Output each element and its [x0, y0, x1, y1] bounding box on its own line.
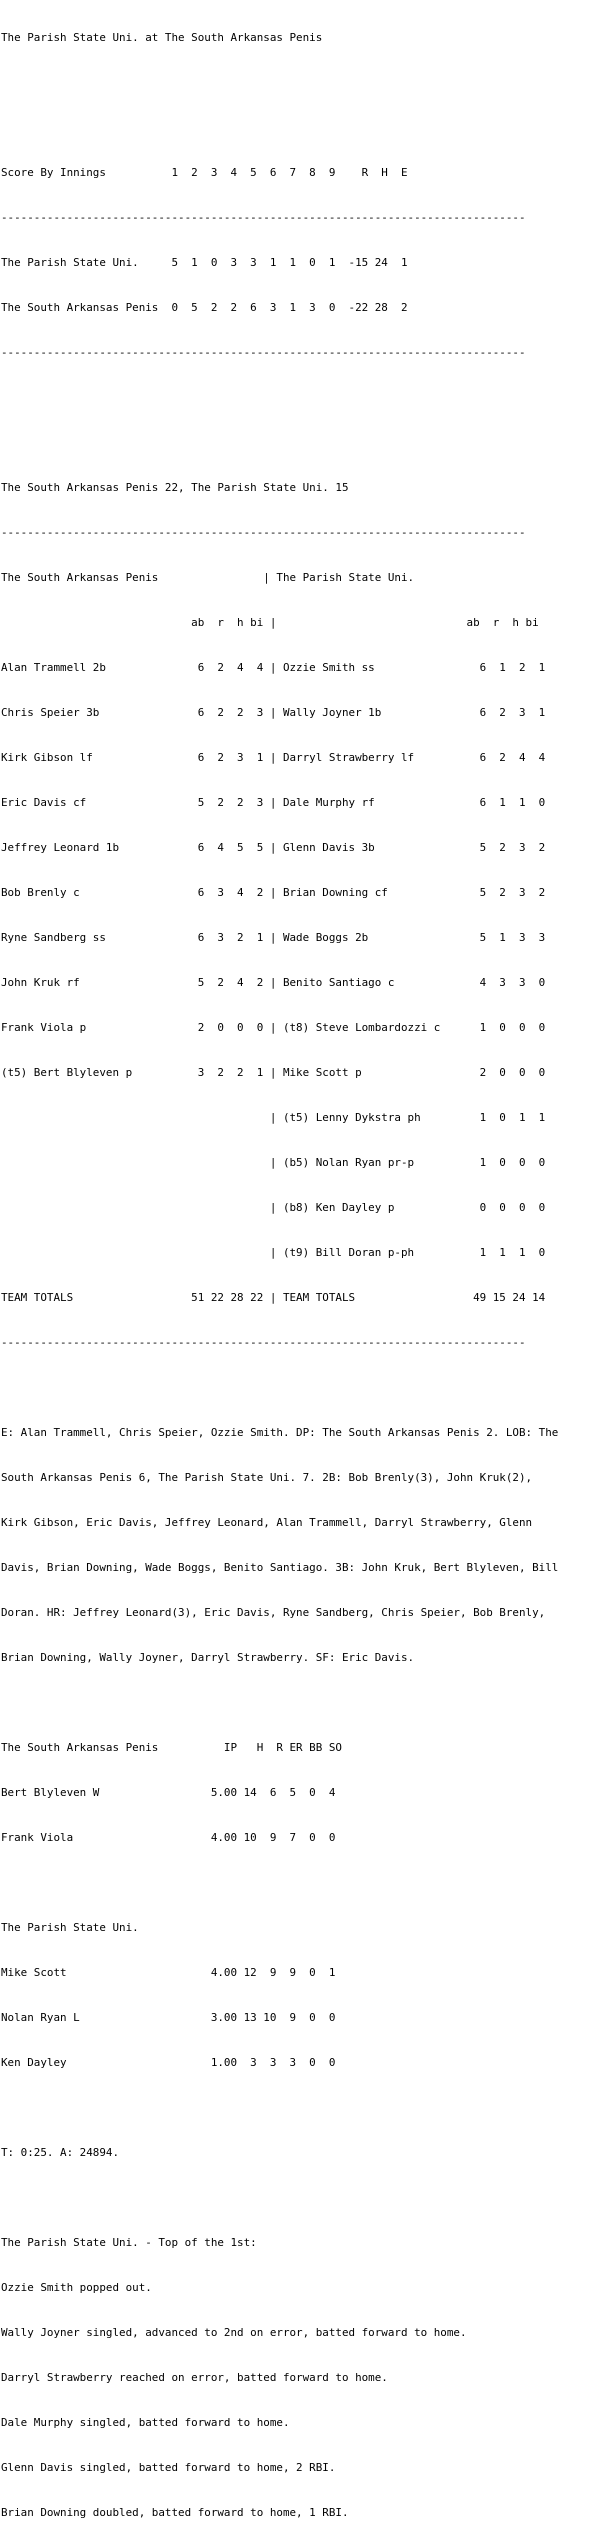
game-title: The Parish State Uni. at The South Arkansas Penis [1, 31, 323, 44]
blank-line [1, 75, 612, 90]
play-by-play-line: Glenn Davis singled, batted forward to home, 2 RBI. [1, 2461, 336, 2474]
blank-line [1, 1875, 612, 1890]
batting-column-headers: ab r h bi | ab r h bi [1, 616, 539, 629]
game-notes: South Arkansas Penis 6, The Parish State Uni. 7. 2B: Bob Brenly(3), John Kruk(2), [1, 1471, 533, 1484]
pitching-header-away: The Parish State Uni. [1, 1921, 139, 1934]
batting-team-headers: The South Arkansas Penis | The Parish State Uni. [1, 571, 415, 584]
batting-row: Kirk Gibson lf 6 2 3 1 | Darryl Strawberry lf 6 2 4 4 [1, 751, 546, 764]
pitching-row: Nolan Ryan L 3.00 13 10 9 0 0 [1, 2011, 336, 2024]
divider: -------------------------------------------------------------------------------- [1, 346, 526, 359]
batting-row: (t5) Bert Blyleven p 3 2 2 1 | Mike Scott p 2 0 0 0 [1, 1066, 546, 1079]
blank-line [1, 120, 612, 135]
game-notes: Doran. HR: Jeffrey Leonard(3), Eric Davis, Ryne Sandberg, Chris Speier, Bob Brenly, [1, 1606, 546, 1619]
pitching-row: Mike Scott 4.00 12 9 9 0 1 [1, 1966, 336, 1979]
batting-row: Eric Davis cf 5 2 2 3 | Dale Murphy rf 6 1 1 0 [1, 796, 546, 809]
game-notes: Davis, Brian Downing, Wade Boggs, Benito Santiago. 3B: John Kruk, Bert Blyleven, Bill [1, 1561, 559, 1574]
blank-line [1, 390, 612, 405]
play-by-play-line: Darryl Strawberry reached on error, batted forward to home. [1, 2371, 388, 2384]
play-by-play-line: Ozzie Smith popped out. [1, 2281, 152, 2294]
batting-row: Ryne Sandberg ss 6 3 2 1 | Wade Boggs 2b 5 1 3 3 [1, 931, 546, 944]
divider: -------------------------------------------------------------------------------- [1, 526, 526, 539]
divider: -------------------------------------------------------------------------------- [1, 211, 526, 224]
batting-row: Jeffrey Leonard 1b 6 4 5 5 | Glenn Davis 3b 5 2 3 2 [1, 841, 546, 854]
play-by-play-line: Brian Downing doubled, batted forward to home, 1 RBI. [1, 2506, 349, 2519]
pitching-row: Bert Blyleven W 5.00 14 6 5 0 4 [1, 1786, 336, 1799]
blank-line [1, 1695, 612, 1710]
pitching-header-home: The South Arkansas Penis IP H R ER BB SO [1, 1741, 342, 1754]
blank-line [1, 1380, 612, 1395]
blank-line [1, 2100, 612, 2115]
batting-row: Frank Viola p 2 0 0 0 | (t8) Steve Lombardozzi c 1 0 0 0 [1, 1021, 546, 1034]
play-by-play-line: Wally Joyner singled, advanced to 2nd on error, batted forward to home. [1, 2326, 467, 2339]
linescore-row-away: The Parish State Uni. 5 1 0 3 3 1 1 0 1 -15 24 1 [1, 256, 408, 269]
linescore-row-home: The South Arkansas Penis 0 5 2 2 6 3 1 3 0 -22 28 2 [1, 301, 408, 314]
pitching-row: Frank Viola 4.00 10 9 7 0 0 [1, 1831, 336, 1844]
game-notes: Kirk Gibson, Eric Davis, Jeffrey Leonard, Alan Trammell, Darryl Strawberry, Glenn [1, 1516, 533, 1529]
batting-row: John Kruk rf 5 2 4 2 | Benito Santiago c 4 3 3 0 [1, 976, 546, 989]
time-attendance: T: 0:25. A: 24894. [1, 2146, 120, 2159]
blank-line [1, 2190, 612, 2205]
batting-row: | (b5) Nolan Ryan pr-p 1 0 0 0 [1, 1156, 546, 1169]
game-notes: E: Alan Trammell, Chris Speier, Ozzie Smith. DP: The South Arkansas Penis 2. LOB: The [1, 1426, 559, 1439]
play-by-play-header: The Parish State Uni. - Top of the 1st: [1, 2236, 257, 2249]
batting-row: | (t9) Bill Doran p-ph 1 1 1 0 [1, 1246, 546, 1259]
batting-row: Bob Brenly c 6 3 4 2 | Brian Downing cf 5 2 3 2 [1, 886, 546, 899]
batting-row: | (b8) Ken Dayley p 0 0 0 0 [1, 1201, 546, 1214]
linescore-header: Score By Innings 1 2 3 4 5 6 7 8 9 R H E [1, 166, 408, 179]
batting-row: Alan Trammell 2b 6 2 4 4 | Ozzie Smith ss 6 1 2 1 [1, 661, 546, 674]
batting-row: | (t5) Lenny Dykstra ph 1 0 1 1 [1, 1111, 546, 1124]
game-notes: Brian Downing, Wally Joyner, Darryl Strawberry. SF: Eric Davis. [1, 1651, 415, 1664]
pitching-row: Ken Dayley 1.00 3 3 3 0 0 [1, 2056, 336, 2069]
team-totals: TEAM TOTALS 51 22 28 22 | TEAM TOTALS 49 15 24 14 [1, 1291, 546, 1304]
blank-line [1, 435, 612, 450]
final-score: The South Arkansas Penis 22, The Parish State Uni. 15 [1, 481, 349, 494]
divider: -------------------------------------------------------------------------------- [1, 1336, 526, 1349]
batting-row: Chris Speier 3b 6 2 2 3 | Wally Joyner 1b 6 2 3 1 [1, 706, 546, 719]
play-by-play-line: Dale Murphy singled, batted forward to home. [1, 2416, 290, 2429]
